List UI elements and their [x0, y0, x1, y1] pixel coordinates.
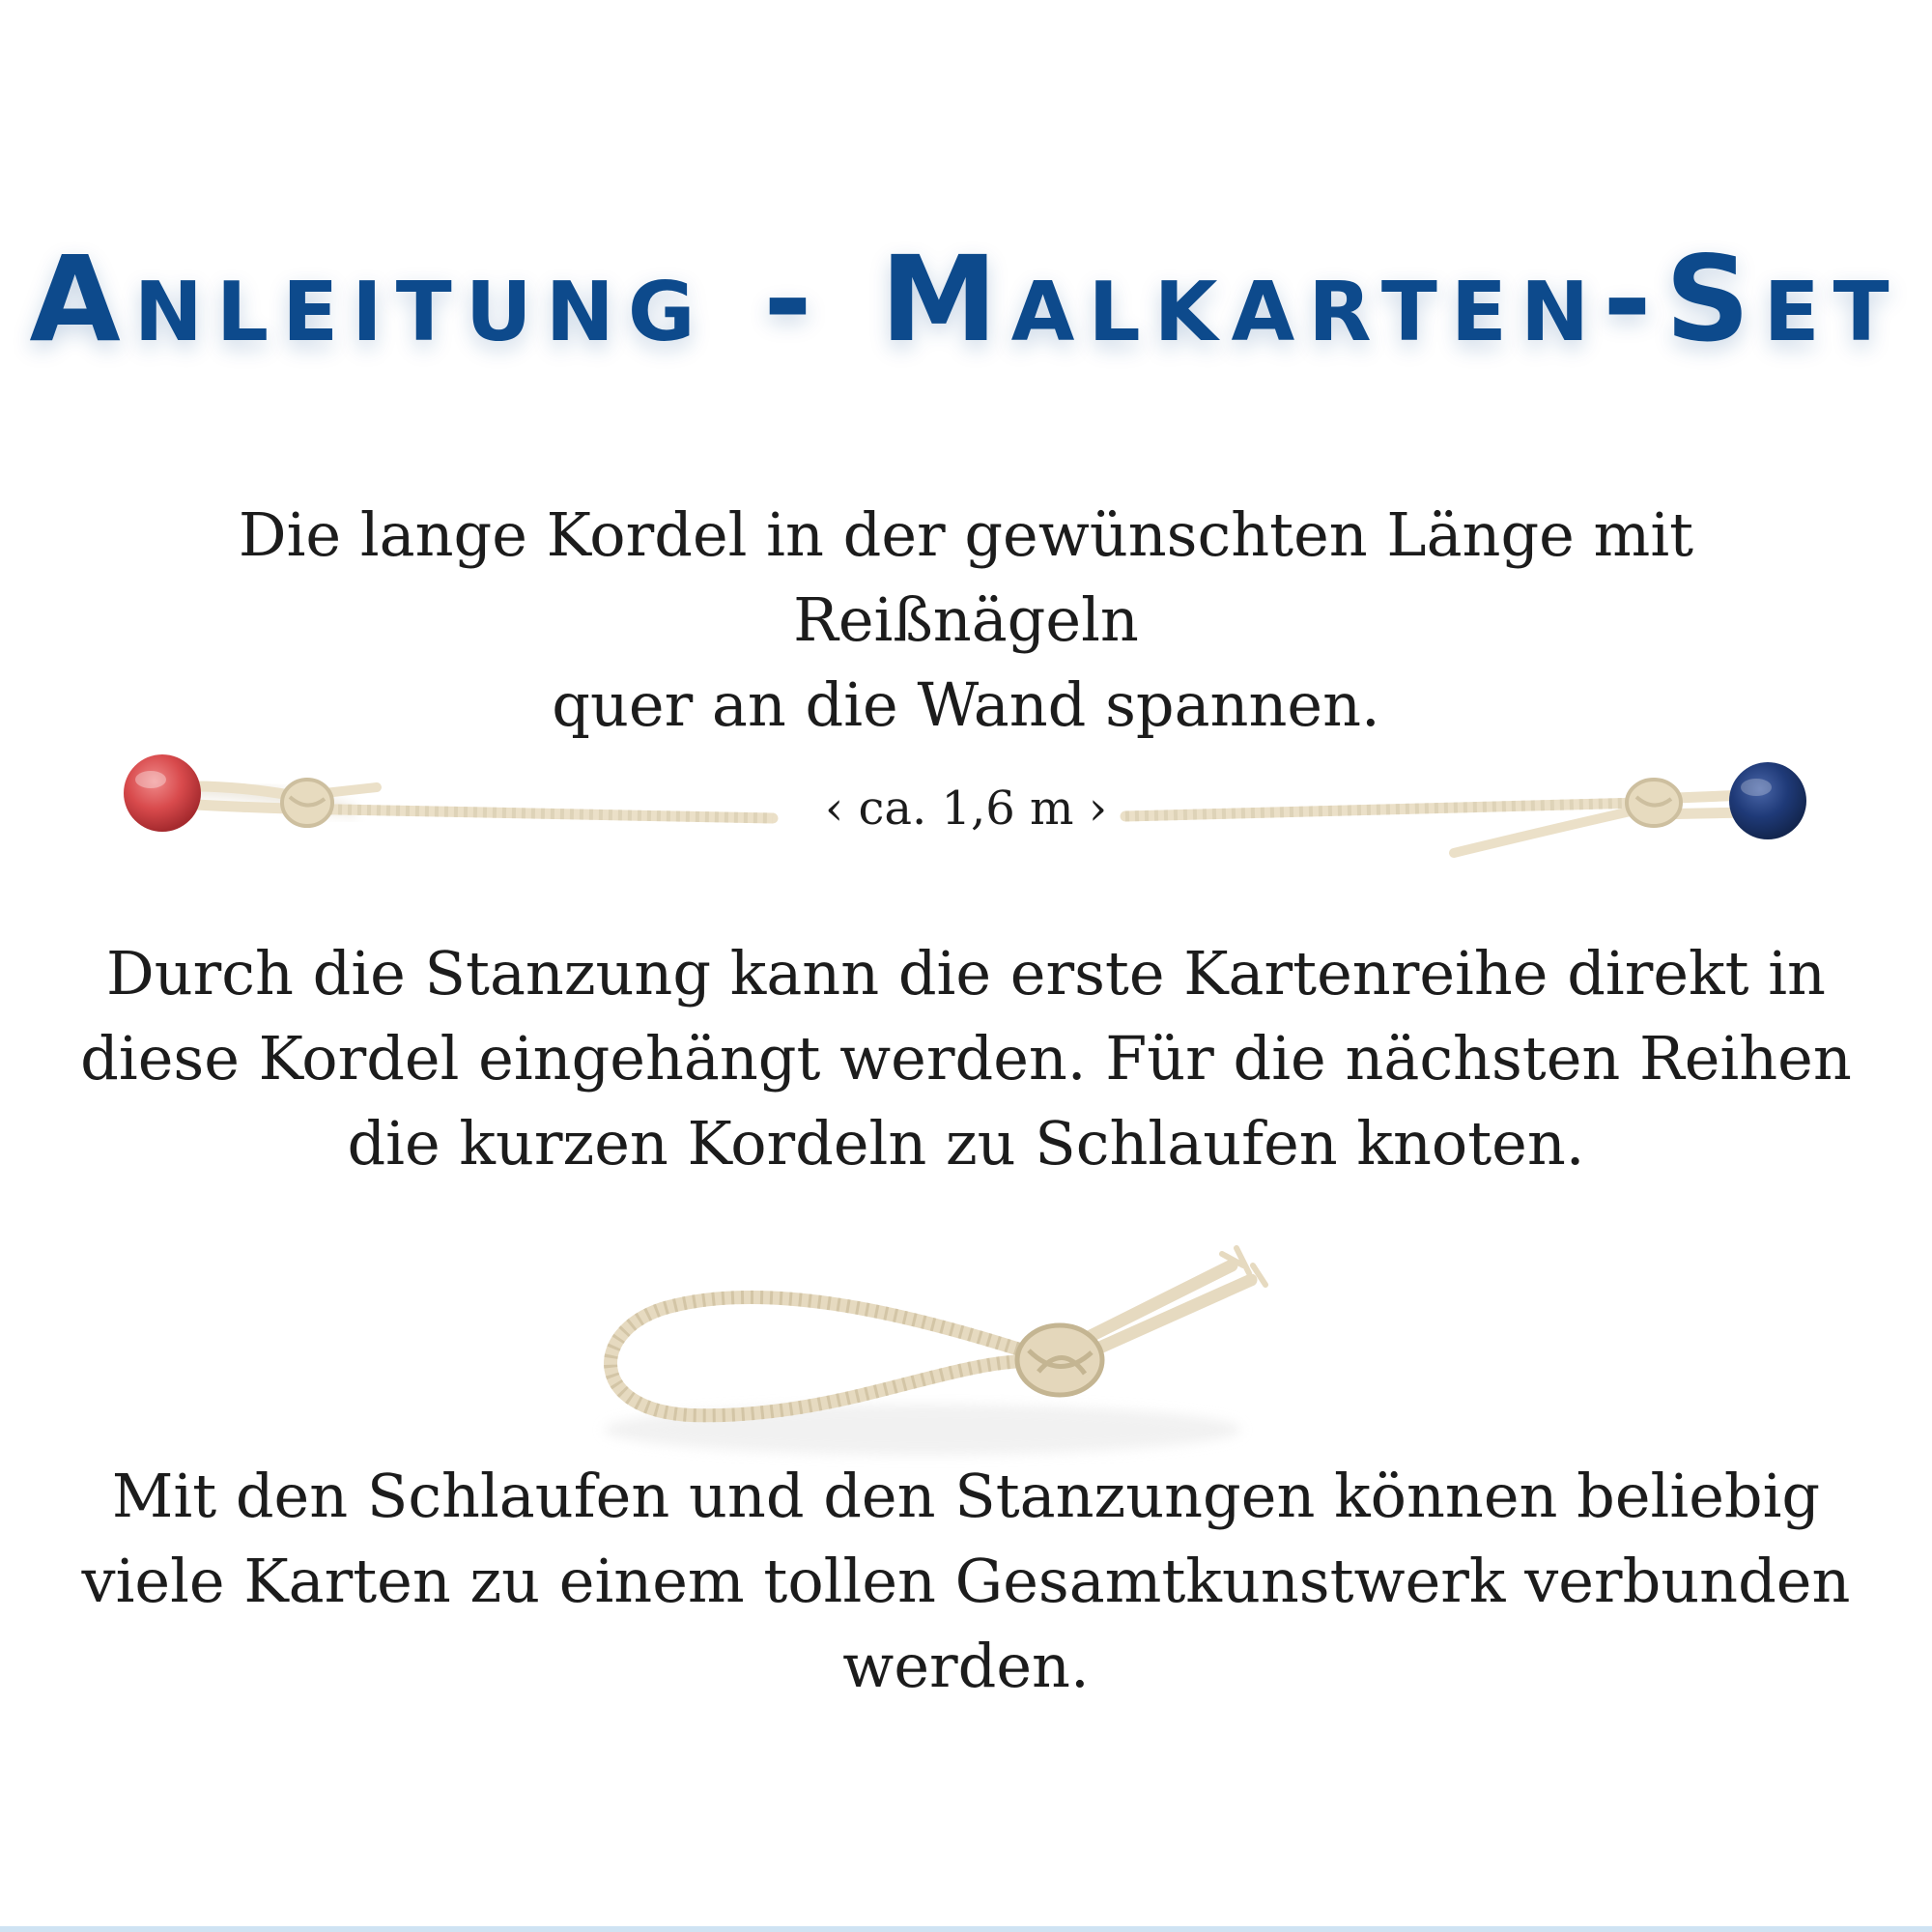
cord-loop-svg [555, 1227, 1290, 1478]
paragraph-2-line-3: die kurzen Kordeln zu Schlaufen knoten. [347, 1108, 1585, 1179]
paragraph-2-line-2: diese Kordel eingehängt werden. Für die nächsten Reihen [80, 1023, 1852, 1094]
page-title: Anleitung - Malkarten-Set [29, 231, 1903, 368]
instruction-paragraph-1 [77, 493, 1855, 748]
paragraph-3-line-3: werden. [842, 1631, 1090, 1701]
cord-length-label: ‹ ca. 1,6 m › [824, 781, 1108, 836]
cord-loop-illustration [555, 1227, 1290, 1478]
instruction-paragraph-3 [77, 1454, 1855, 1709]
paragraph-1-line-2: quer an die Wand spannen. [552, 669, 1380, 740]
paragraph-2-line-1: Durch die Stanzung kann die erste Kartenreihe direkt in [106, 938, 1826, 1009]
paragraph-3-line-1: Mit den Schlaufen und den Stanzungen können beliebig [111, 1461, 1821, 1531]
paragraph-1-line-1: Die lange Kordel in der gewünschten Länge mit Reißnägeln [238, 499, 1694, 655]
instruction-paragraph-2 [77, 931, 1855, 1186]
paragraph-3-line-2: viele Karten zu einem tollen Gesamtkunstwerk verbunden [81, 1546, 1851, 1616]
bottom-divider [0, 1926, 1932, 1932]
